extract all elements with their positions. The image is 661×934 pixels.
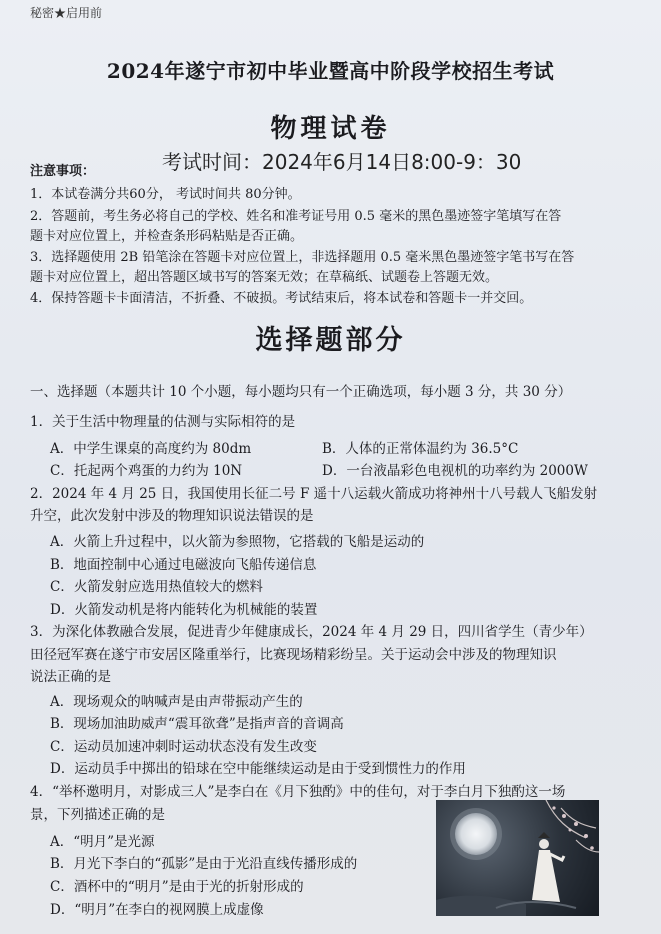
- question-1-option-d: D．一台液晶彩色电视机的功率约为 2000W: [322, 463, 588, 479]
- question-4-option-c: C．酒杯中的“明月”是由于光的折射形成的: [50, 879, 304, 895]
- question-3-stem: 3．为深化体教融合发展，促进青少年健康成长，2024 年 4 月 29 日，四川省学生（青少年）: [30, 624, 593, 640]
- question-2-stem: 2．2024 年 4 月 25 日，我国使用长征二号 F 遥十八运载火箭成功将神州十八号载人飞船发射: [30, 486, 598, 502]
- moon-scene-illustration: [436, 800, 599, 916]
- question-1-option-a: A．中学生课桌的高度约为 80dm: [50, 441, 252, 457]
- secret-mark: 秘密★启用前: [30, 6, 103, 20]
- notes-heading: 注意事项：: [30, 164, 96, 179]
- part-one-heading: 一、选择题（本题共计 10 个小题，每小题均只有一个正确选项，每小题 3 分，共 30 分）: [30, 384, 572, 400]
- section-title: 选择题部分: [255, 325, 406, 356]
- ground-shape: [436, 896, 526, 916]
- exam-time: 考试时间：2024年6月14日8:00-9：30: [162, 150, 522, 174]
- poet-figure-icon: [532, 832, 564, 902]
- note-line: 1．本试卷满分共60分， 考试时间共 80分钟。: [30, 187, 301, 202]
- question-3-option-c: C．运动员加速冲刺时运动状态没有发生改变: [50, 739, 317, 755]
- exam-title: 2024年遂宁市初中毕业暨高中阶段学校招生考试: [106, 59, 555, 83]
- question-4-option-b: B．月光下李白的“孤影”是由于光沿直线传播形成的: [50, 856, 358, 872]
- question-1-option-c: C．托起两个鸡蛋的力约为 10N: [50, 463, 243, 479]
- blossom-icon: [552, 806, 593, 849]
- question-4-stem: 景，下列描述正确的是: [30, 807, 165, 823]
- note-line: 2．答题前，考生务必将自己的学校、姓名和准考证号用 0.5 毫米的黑色墨迹签字笔填写在答: [30, 209, 562, 224]
- question-4-stem: 4．“举杯邀明月，对影成三人”是李白在《月下独酌》中的佳句，对于李白月下独酌这一场: [30, 784, 566, 800]
- question-3-stem: 说法正确的是: [30, 669, 111, 685]
- note-line: 题卡对应位置上，超出答题区域书写的答案无效；在草稿纸、试题卷上答题无效。: [30, 270, 499, 285]
- note-line: 4．保持答题卡卡面清洁，不折叠、不破损。考试结束后，将本试卷和答题卡一并交回。: [30, 291, 533, 306]
- question-4-option-d: D．“明月”在李白的视网膜上成虚像: [50, 902, 264, 918]
- note-line: 题卡对应位置上，并检查条形码粘贴是否正确。: [30, 229, 304, 244]
- question-3-option-b: B．现场加油助威声“震耳欲聋”是指声音的音调高: [50, 716, 344, 732]
- question-3-option-a: A．现场观众的呐喊声是由声带振动产生的: [50, 694, 303, 710]
- question-2-option-b: B．地面控制中心通过电磁波向飞船传递信息: [50, 557, 317, 573]
- question-3-stem: 田径冠军赛在遂宁市安居区隆重举行，比赛现场精彩纷呈。关于运动会中涉及的物理知识: [30, 647, 557, 663]
- note-line: 3．选择题使用 2B 铅笔涂在答题卡对应位置上，非选择题用 0.5 毫米黑色墨迹签字笔书写在答: [30, 250, 575, 265]
- question-1-option-b: B．人体的正常体温约为 36.5°C: [322, 441, 519, 457]
- question-2-option-d: D．火箭发动机是将内能转化为机械能的装置: [50, 602, 318, 618]
- moon-scene-svg: [436, 800, 599, 916]
- question-1-stem: 1．关于生活中物理量的估测与实际相符的是: [30, 414, 296, 430]
- moon-icon: [455, 813, 497, 855]
- subject-title: 物理试卷: [270, 114, 391, 144]
- question-2-option-c: C．火箭发射应选用热值较大的燃料: [50, 579, 263, 595]
- question-2-option-a: A．火箭上升过程中，以火箭为参照物，它搭载的飞船是运动的: [50, 534, 425, 550]
- question-2-stem: 升空，此次发射中涉及的物理知识说法错误的是: [30, 508, 314, 524]
- question-3-option-d: D．运动员手中掷出的铅球在空中能继续运动是由于受到惯性力的作用: [50, 761, 466, 777]
- question-4-option-a: A．“明月”是光源: [50, 834, 155, 850]
